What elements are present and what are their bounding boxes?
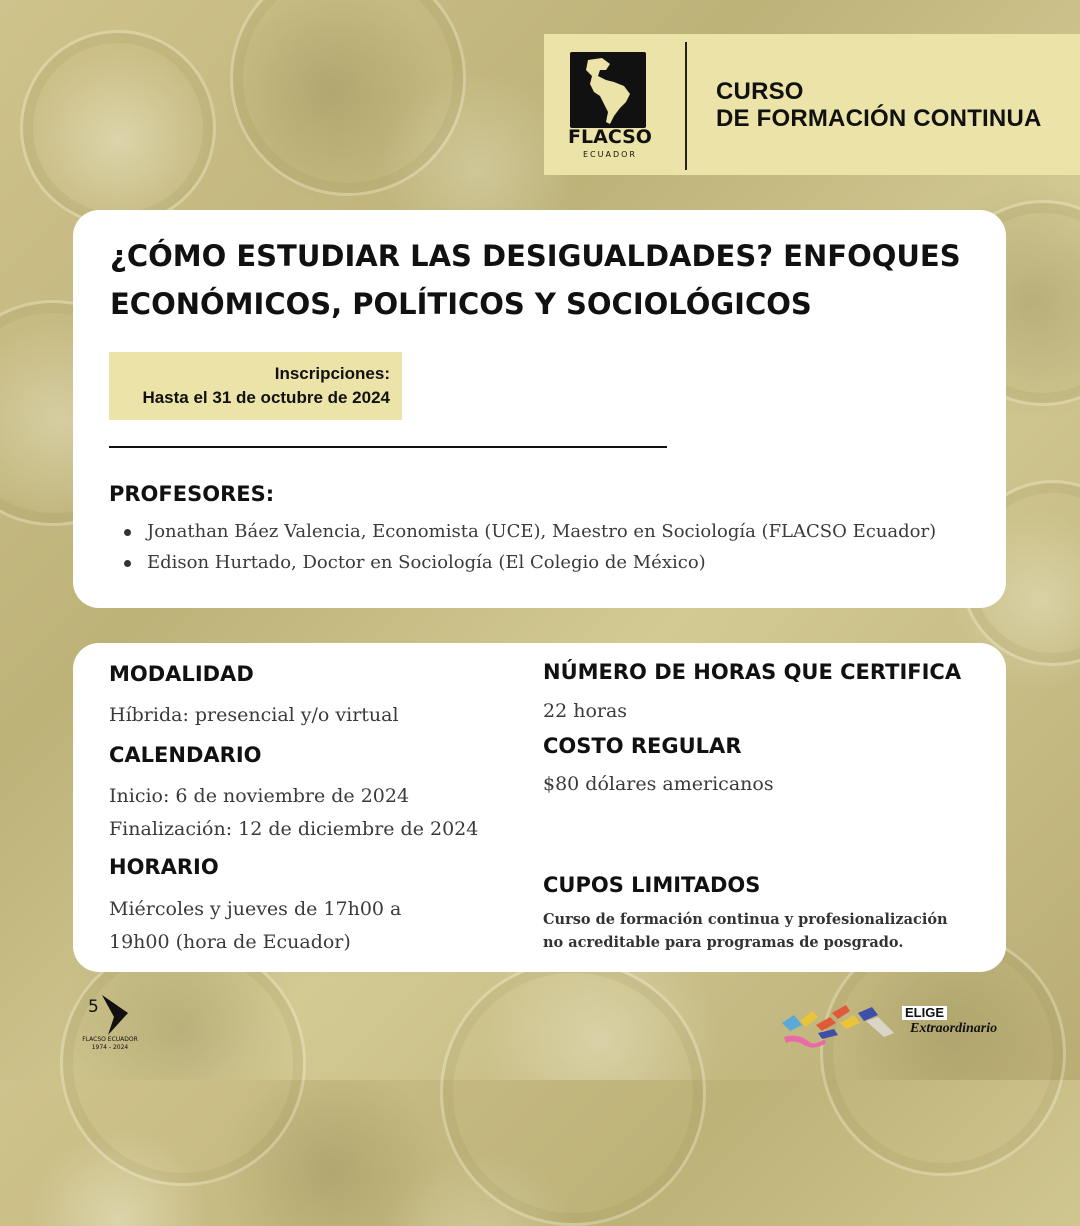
background-coin (440, 960, 706, 1226)
course-info-card (73, 210, 1006, 608)
course-title: ¿CÓMO ESTUDIAR LAS DESIGUALDADES? ENFOQUES ECONÓMICOS, POLÍTICOS Y SOCIOLÓGICOS (110, 239, 961, 321)
header-divider (685, 42, 687, 170)
latin-america-map-icon (570, 52, 646, 128)
cupos-note-line1: Curso de formación continua y profesionalización (543, 911, 948, 928)
background-coin (20, 30, 216, 226)
horario-line2: 19h00 (hora de Ecuador) (109, 931, 351, 953)
separator-line (109, 446, 667, 448)
logo-name: FLACSO (568, 126, 652, 148)
registration-box (109, 352, 402, 420)
campaign-logo (778, 1003, 1010, 1051)
flacso-logo (560, 48, 660, 166)
costo-heading: COSTO REGULAR (543, 734, 742, 758)
header-title-line2: DE FORMACIÓN CONTINUA (716, 105, 1042, 132)
professors-heading: PROFESORES: (109, 482, 275, 506)
horario-line1: Miércoles y jueves de 17h00 a (109, 898, 402, 920)
calendario-start: Inicio: 6 de noviembre de 2024 (109, 785, 410, 807)
background-coin (230, 0, 466, 196)
background-coin (60, 940, 306, 1186)
header-title (716, 78, 1042, 132)
list-item: Jonathan Báez Valencia, Economista (UCE), Maestro en Sociología (FLACSO Ecuador) (109, 516, 936, 547)
ribbon-shapes-icon (778, 1003, 902, 1051)
costo-value: $80 dólares americanos (543, 773, 774, 795)
calendario-heading: CALENDARIO (109, 743, 262, 767)
anniversary-label (78, 1036, 142, 1052)
horas-value: 22 horas (543, 700, 628, 722)
anniversary-name: FLACSO ECUADOR (82, 1036, 138, 1043)
modalidad-value: Híbrida: presencial y/o virtual (109, 704, 399, 726)
campaign-word-elige: ELIGE (902, 1006, 947, 1020)
campaign-word-extraordinario: Extraordinario (910, 1021, 998, 1036)
cupos-note-line2: no acreditable para programas de posgrado. (543, 934, 904, 951)
registration-label: Inscripciones: (274, 364, 390, 383)
header-title-line1: CURSO (716, 78, 804, 105)
list-item: Edison Hurtado, Doctor en Sociología (El Colegio de México) (109, 547, 936, 578)
anniversary-logo (78, 993, 142, 1063)
logo-subtitle: ECUADOR (583, 150, 637, 159)
registration-deadline: Hasta el 31 de octubre de 2024 (142, 388, 390, 407)
anniversary-years: 1974 - 2024 (91, 1044, 129, 1051)
calendario-end: Finalización: 12 de diciembre de 2024 (109, 818, 479, 840)
horario-heading: HORARIO (109, 855, 219, 879)
horas-heading: NÚMERO DE HORAS QUE CERTIFICA (543, 660, 962, 684)
professors-list (109, 516, 936, 578)
modalidad-heading: MODALIDAD (109, 662, 254, 686)
anniversary-number: 5 (88, 997, 99, 1017)
cupos-heading: CUPOS LIMITADOS (543, 873, 761, 897)
course-details-card (73, 643, 1006, 972)
